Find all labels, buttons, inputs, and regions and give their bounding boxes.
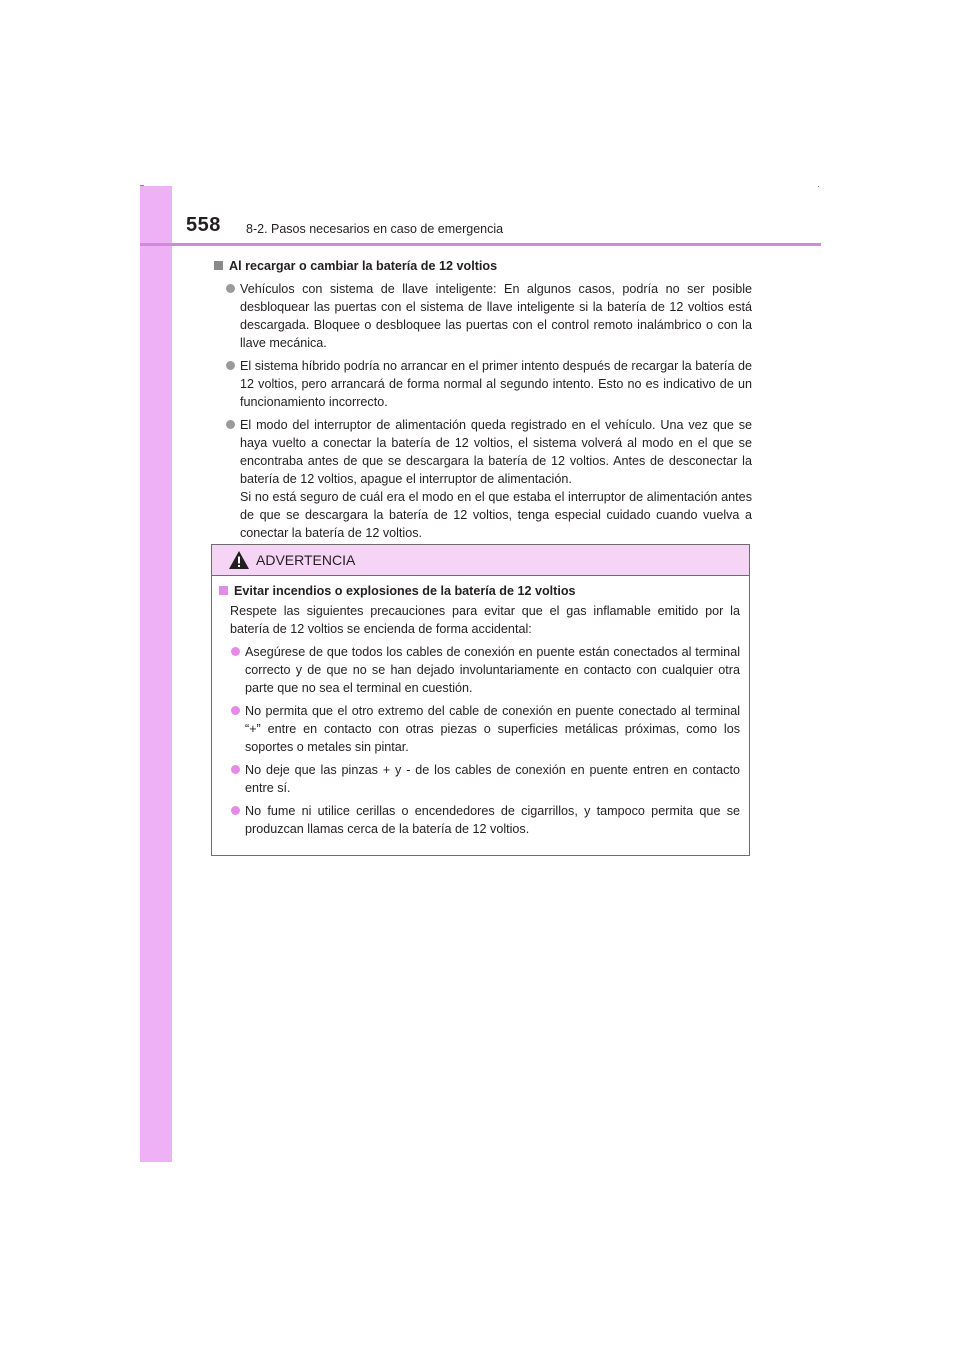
warning-title: ADVERTENCIA <box>256 552 356 568</box>
crop-mark-left <box>140 185 144 186</box>
list-item-text-continued: Si no está seguro de cuál era el modo en el que estaba el interruptor de alimentación antes de que se descargara la batería de 12 voltios, tenga especial cuidado cuando vuelva a conectar la batería de 12 voltios. <box>240 490 752 540</box>
main-content <box>214 257 752 542</box>
warning-box <box>211 544 750 856</box>
warning-heading <box>219 582 740 600</box>
circle-bullet-icon <box>231 647 240 656</box>
circle-bullet-icon <box>226 420 235 429</box>
sidebar-tab <box>140 186 172 1162</box>
warning-item-text: No permita que el otro extremo del cable de conexión en puente conectado al terminal “+” entre en contacto con otras piezas o superficies metálicas próximas, como los soportes o metales sin pintar. <box>245 704 740 754</box>
warning-list-item <box>231 702 740 756</box>
warning-item-text: No deje que las pinzas + y - de los cables de conexión en puente entren en contacto entre sí. <box>245 763 740 795</box>
list-item-text: El sistema híbrido podría no arrancar en el primer intento después de recargar la batería de 12 voltios, pero arrancará de forma normal al segundo intento. Esto no es indicativo de un funcionamiento incorrecto. <box>240 359 752 409</box>
heading-text: Al recargar o cambiar la batería de 12 voltios <box>229 259 498 273</box>
section-title: 8-2. Pasos necesarios en caso de emergencia <box>246 222 504 236</box>
warning-item-text: No fume ni utilice cerillas o encendedores de cigarrillos, y tampoco permita que se produzcan llamas cerca de la batería de 12 voltios. <box>245 804 740 836</box>
square-bullet-icon <box>214 261 223 270</box>
header-divider <box>140 243 821 246</box>
page-number: 558 <box>186 214 221 236</box>
warning-heading-text: Evitar incendios o explosiones de la batería de 12 voltios <box>234 584 576 598</box>
circle-bullet-icon <box>226 361 235 370</box>
warning-list-item <box>231 802 740 838</box>
list-item <box>226 357 752 411</box>
list-item <box>226 416 752 542</box>
list-item-text: Vehículos con sistema de llave inteligente: En algunos casos, podría no ser posible desbloquear las puertas con el sistema de llave inteligente si la batería de 12 voltios está descargada. Bloquee o desbloquee las puertas con el control remoto inalámbrico o con la llave mecánica. <box>240 282 752 350</box>
circle-bullet-icon <box>231 765 240 774</box>
circle-bullet-icon <box>231 806 240 815</box>
list-item <box>226 280 752 352</box>
warning-item-text: Asegúrese de que todos los cables de conexión en puente están conectados al terminal correcto y de que no se han dejado involuntariamente en contacto con cualquier otra parte que no sea el terminal en cuestión. <box>245 645 740 695</box>
circle-bullet-icon <box>226 284 235 293</box>
warning-triangle-icon <box>228 550 250 570</box>
circle-bullet-icon <box>231 706 240 715</box>
crop-mark-right <box>818 186 819 187</box>
warning-list-item <box>231 643 740 697</box>
square-bullet-icon <box>219 586 228 595</box>
warning-list-item <box>231 761 740 797</box>
warning-header <box>212 545 749 576</box>
warning-body <box>212 576 749 838</box>
warning-intro: Respete las siguientes precauciones para evitar que el gas inflamable emitido por la batería de 12 voltios se encienda de forma accidental: <box>230 604 740 636</box>
section-heading <box>214 257 752 275</box>
list-item-text: El modo del interruptor de alimentación queda registrado en el vehículo. Una vez que se haya vuelto a conectar la batería de 12 voltios, el sistema volverá al modo en el que se encontraba antes de que se descargara la batería de 12 voltios. Antes de desconectar la batería de 12 voltios, apague el interruptor de alimentación. <box>240 418 752 486</box>
